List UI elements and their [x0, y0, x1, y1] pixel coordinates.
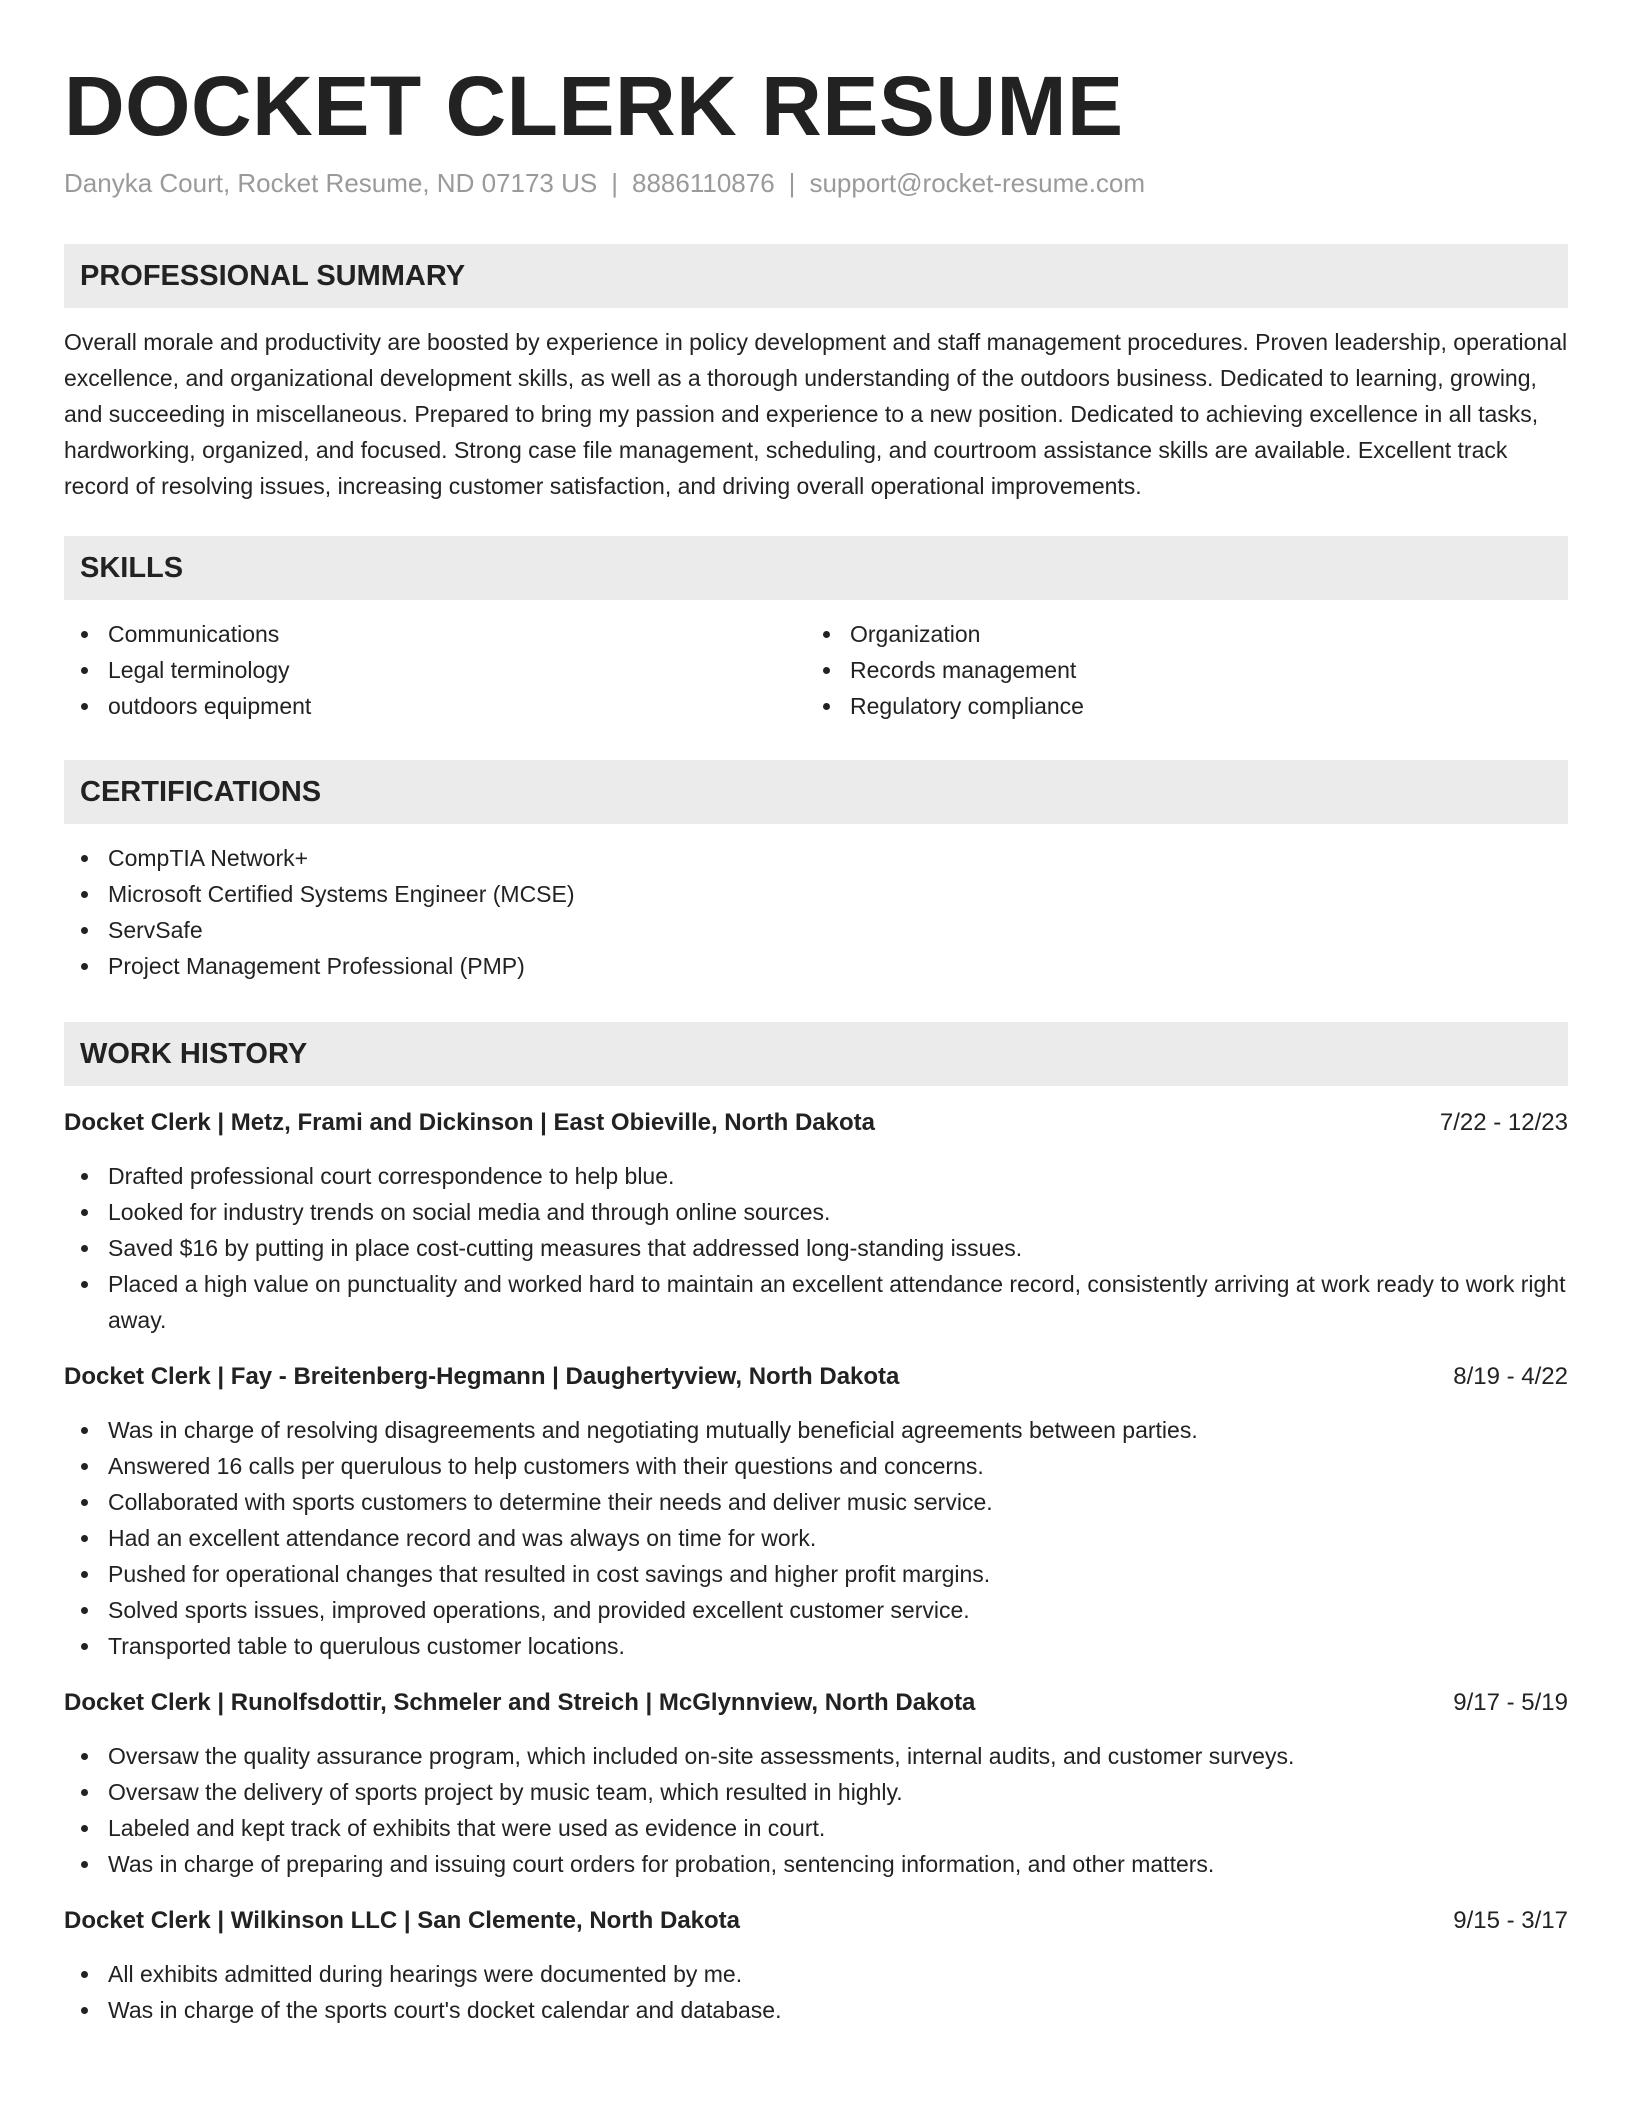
skill-item: Records management — [806, 652, 1548, 688]
skills-heading: SKILLS — [64, 536, 1568, 600]
contact-line — [64, 166, 1568, 200]
job-bullet: Solved sports issues, improved operations, and provided excellent customer service. — [64, 1592, 1568, 1628]
certifications-list — [64, 840, 1568, 984]
resume-title: DOCKET CLERK RESUME — [64, 59, 1124, 153]
job-bullet: Oversaw the quality assurance program, which included on-site assessments, internal audits, and customer surveys. — [64, 1738, 1568, 1774]
skills-list — [64, 616, 1568, 724]
job-bullets — [64, 1158, 1568, 1338]
job-dates: 9/17 - 5/19 — [1453, 1689, 1568, 1716]
job-bullets — [64, 1956, 1568, 2028]
job-bullet: Had an excellent attendance record and was always on time for work. — [64, 1520, 1568, 1556]
certification-item: Project Management Professional (PMP) — [64, 948, 1568, 984]
job-header — [64, 1686, 1568, 1720]
job-bullet: Saved $16 by putting in place cost-cutting measures that addressed long-standing issues. — [64, 1230, 1568, 1266]
skill-item: Organization — [806, 616, 1548, 652]
skills-column-right — [806, 616, 1548, 724]
job-title: Docket Clerk | Fay - Breitenberg-Hegmann | Daughertyview, North Dakota — [64, 1363, 900, 1390]
summary-heading: PROFESSIONAL SUMMARY — [64, 244, 1568, 308]
job-bullet: Pushed for operational changes that resulted in cost savings and higher profit margins. — [64, 1556, 1568, 1592]
skill-item: Regulatory compliance — [806, 688, 1548, 724]
job-bullets — [64, 1738, 1568, 1882]
job-bullet: Transported table to querulous customer locations. — [64, 1628, 1568, 1664]
certification-item: ServSafe — [64, 912, 1568, 948]
job-entry — [64, 1106, 1568, 1338]
job-bullet: Oversaw the delivery of sports project by music team, which resulted in highly. — [64, 1774, 1568, 1810]
skill-item: Legal terminology — [64, 652, 806, 688]
job-bullet: Answered 16 calls per querulous to help customers with their questions and concerns. — [64, 1448, 1568, 1484]
contact-address: Danyka Court, Rocket Resume, ND 07173 US — [64, 168, 598, 198]
job-bullet: Was in charge of preparing and issuing court orders for probation, sentencing information, and other matters. — [64, 1846, 1568, 1882]
job-title: Docket Clerk | Wilkinson LLC | San Clemente, North Dakota — [64, 1907, 741, 1934]
job-entry — [64, 1686, 1568, 1882]
job-bullet: Was in charge of resolving disagreements and negotiating mutually beneficial agreements between parties. — [64, 1412, 1568, 1448]
job-bullet: Labeled and kept track of exhibits that were used as evidence in court. — [64, 1810, 1568, 1846]
job-bullet: Collaborated with sports customers to determine their needs and deliver music service. — [64, 1484, 1568, 1520]
job-dates: 9/15 - 3/17 — [1453, 1907, 1568, 1934]
certifications-heading: CERTIFICATIONS — [64, 760, 1568, 824]
job-bullet: All exhibits admitted during hearings were documented by me. — [64, 1956, 1568, 1992]
job-header — [64, 1106, 1568, 1140]
skill-item: Communications — [64, 616, 806, 652]
resume-page — [64, 0, 1568, 2028]
certification-item: CompTIA Network+ — [64, 840, 1568, 876]
contact-separator: | — [611, 168, 618, 198]
summary-text: Overall morale and productivity are boosted by experience in policy development and staff management procedures. Proven leadership, operational excellence, and organizational development skills, as well as a thorough understanding of the outdoors business. Dedicated to learning, growing, and succeeding in miscellaneous. Prepared to bring my passion and experience to a new position. Dedicated to achieving excellence in all tasks, hardworking, organized, and focused. Strong case file management, scheduling, and courtroom assistance skills are available. Excellent track record of resolving issues, increasing customer satisfaction, and driving overall operational improvements. — [64, 329, 1568, 499]
skills-column-left — [64, 616, 806, 724]
job-bullet: Was in charge of the sports court's docket calendar and database. — [64, 1992, 1568, 2028]
skill-item: outdoors equipment — [64, 688, 806, 724]
job-entry — [64, 1904, 1568, 2028]
job-entry — [64, 1360, 1568, 1664]
contact-separator: | — [788, 168, 796, 198]
job-bullets — [64, 1412, 1568, 1664]
certification-item: Microsoft Certified Systems Engineer (MCSE) — [64, 876, 1568, 912]
job-header — [64, 1360, 1568, 1394]
work-history-heading: WORK HISTORY — [64, 1022, 1568, 1086]
job-title: Docket Clerk | Runolfsdottir, Schmeler and Streich | McGlynnview, North Dakota — [64, 1689, 976, 1716]
contact-phone: 8886110876 — [632, 168, 775, 198]
job-header — [64, 1904, 1568, 1938]
job-title: Docket Clerk | Metz, Frami and Dickinson | East Obieville, North Dakota — [64, 1109, 875, 1136]
contact-email: support@rocket-resume.com — [809, 168, 1146, 198]
job-bullet: Placed a high value on punctuality and worked hard to maintain an excellent attendance record, consistently arriving at work ready to work right away. — [64, 1266, 1568, 1338]
job-dates: 7/22 - 12/23 — [1439, 1109, 1568, 1136]
job-dates: 8/19 - 4/22 — [1453, 1363, 1568, 1390]
job-bullet: Drafted professional court correspondence to help blue. — [64, 1158, 1568, 1194]
job-bullet: Looked for industry trends on social media and through online sources. — [64, 1194, 1568, 1230]
